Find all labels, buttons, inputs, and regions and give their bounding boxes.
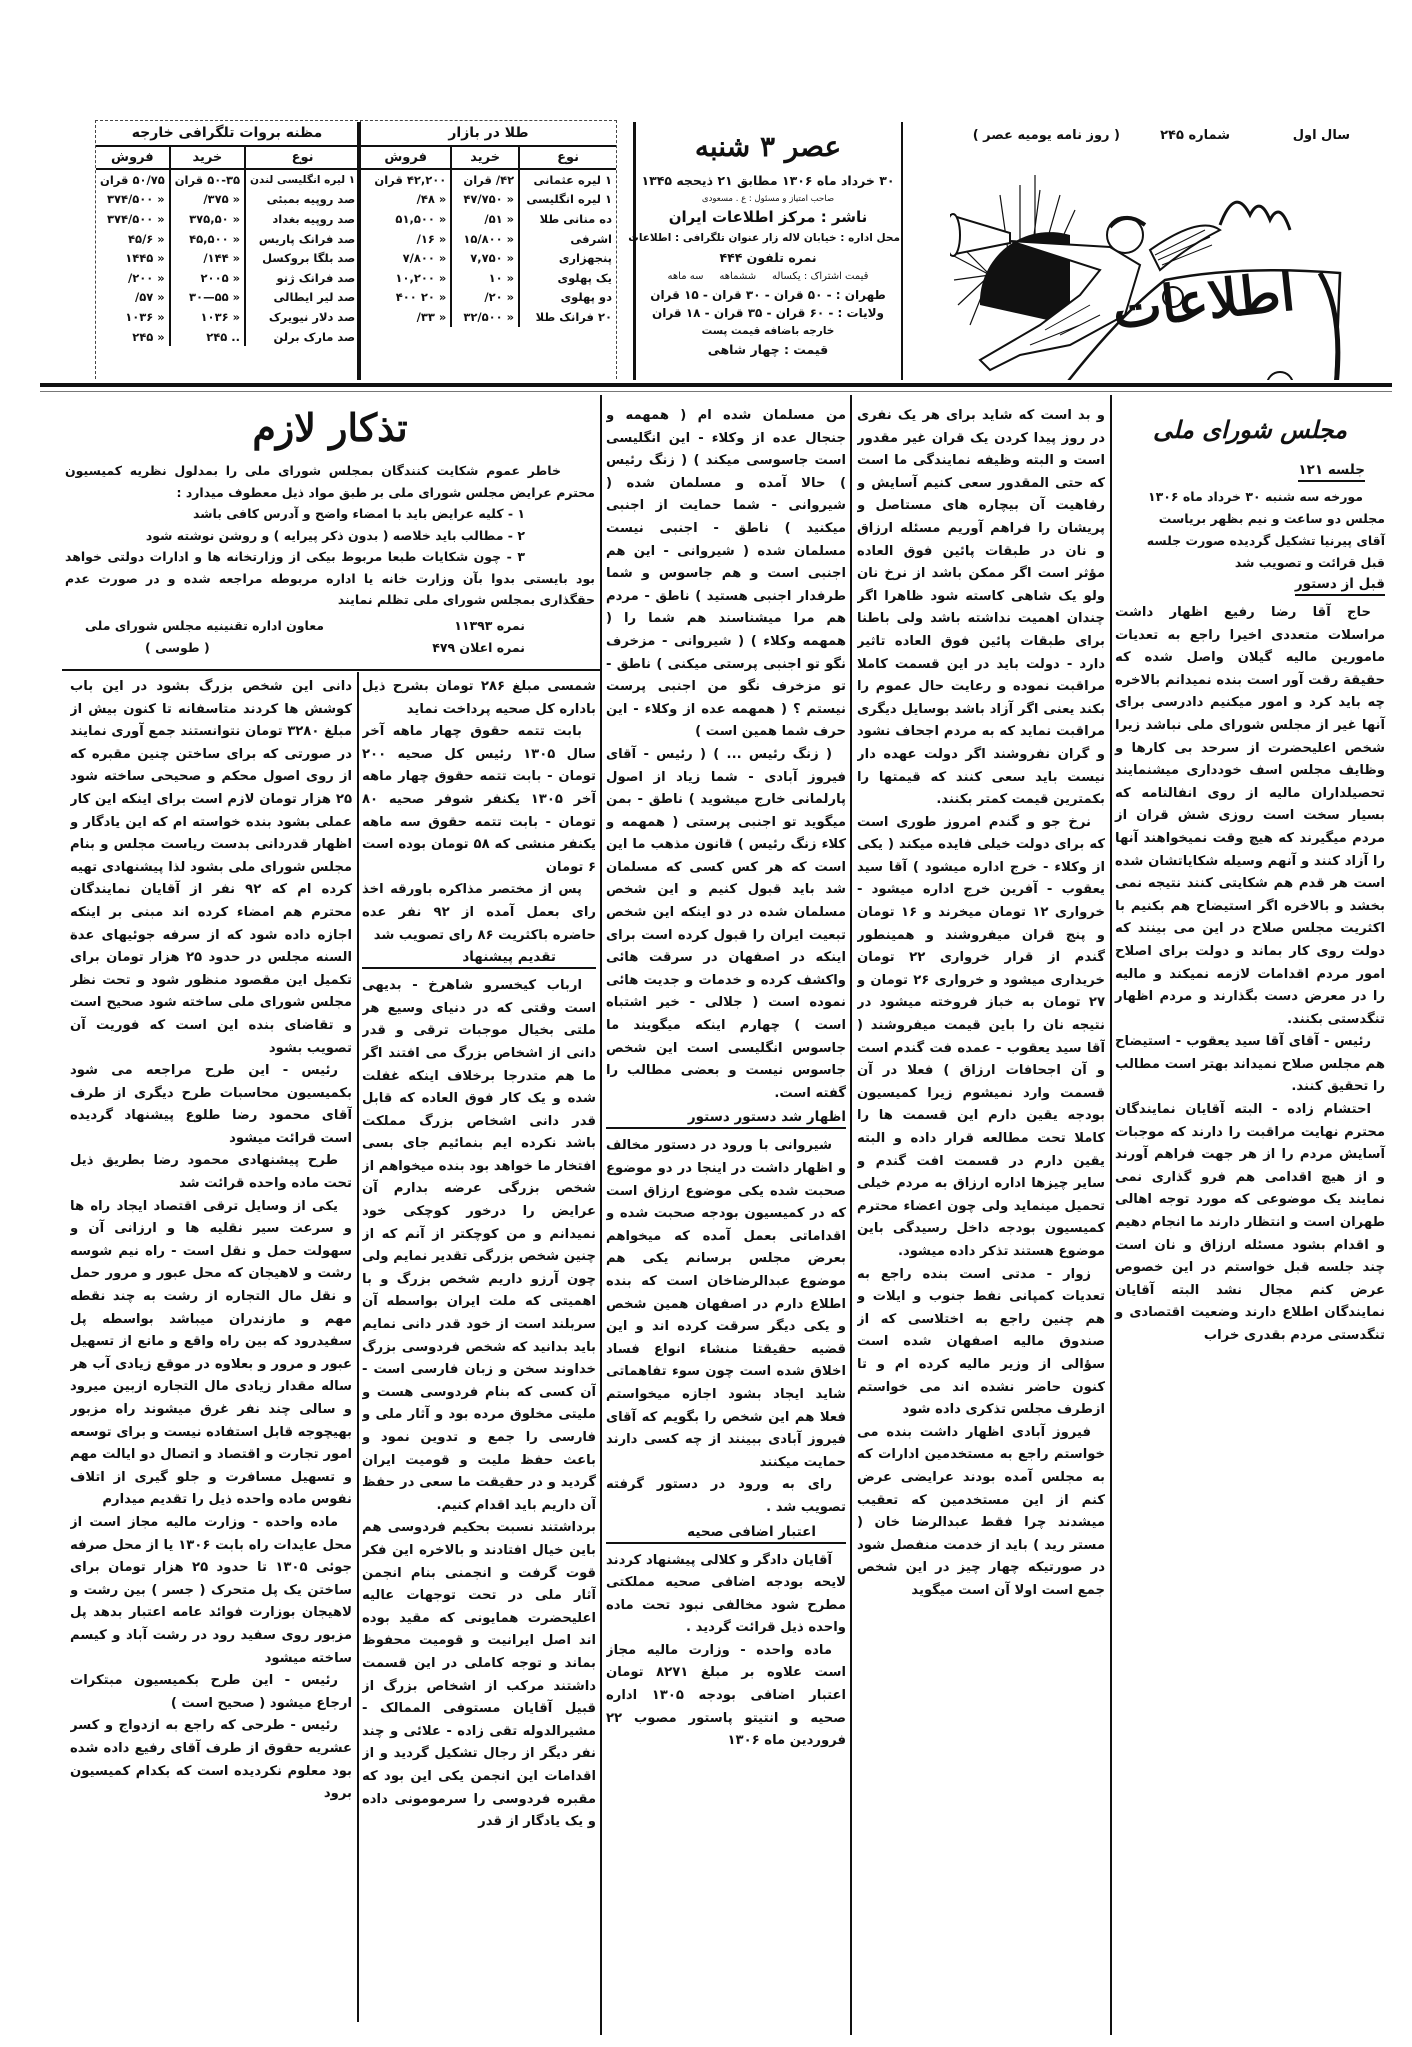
paragraph: نرخ جو و گندم امروز طوری است که برای دولت خیلی فایده میکند ( یکی از وکلاء - خرج اداره میشود ) آقا سید یعقوب - آفرین خرج اداره میشود - خرواری ۱۲ تومان میخرند و ۱۶ تومان و پنج قران میفروشند و همینطور گندم از قرار خرواری ۲۲ تومان خریداری میشود و خرواری ۲۶ تومان و ۲۷ تومان به خباز فروخته میشود در نتیجه نان را باین قیمت میفروشند ( آقا سید یعقوب - عمده فت گندم است و آن اجحافات ارزاق ) فعلا در آن قسمت وارد نمیشوم زیرا کمیسیون بودجه یقین دارم این قسمت ها را کاملا تحت مطالعه قرار داده و البته یقین دارم در قسمت افت گندم و سایر چیزها اداره ارزاق به مردم خیلی تحمیل مینماید ولی چون اعضاء محترم کمیسیون بودجه داخل رسیدگی باین موضوع هستند تذکر داده میشود. (857, 814, 1105, 1259)
column-header: نوع (245, 146, 359, 169)
masthead-logo (950, 155, 1350, 380)
notice-box (65, 400, 595, 665)
item-type: ۱ لیره عثمانی (533, 172, 612, 187)
masthead-bottom-rule (40, 383, 1392, 387)
currency-type: صد لیر ایطالی (273, 290, 356, 305)
item-type: ده منانی طلا (539, 211, 612, 226)
paragraph: رئیس - طرحی که راجع به ازدواج و کسر عشریه حقوق از طرف آقای رفیع داده شده بود معلوم نکردیده است که بکدام کمیسیون برود (70, 1718, 352, 1802)
sell-rate: « ۱۰۳۶ (96, 307, 170, 327)
buy-rate: « ۳۷۵,۵۰ (170, 209, 245, 229)
currency-type: صد فرانک پاریس (258, 231, 356, 246)
buy-rate: « ۳۷۵/ (170, 190, 245, 210)
column-divider (1110, 395, 1112, 2035)
currency-type: صد دلار نیویرک (268, 309, 356, 324)
buy-price: « ۷,۷۵۰ (451, 248, 519, 268)
masthead-divider-right (901, 122, 903, 380)
notice-footer (65, 615, 595, 659)
table-row (96, 307, 359, 327)
tehran-price-line: طهران : - ۵۰ قران - ۳۰ قران - ۱۵ قران (650, 288, 886, 302)
paragraph: شیروانی با ورود در دستور مخالف و اظهار داشت در اینجا در دو موضوع صحبت شده یکی موضوع ارزاق است که در کمیسیون بودجه صحبت شده و اقداماتی بعمل آمده که میخواهم بعرض مجلس برسانم یکی هم موضوع عبدالرضاخان است که بنده اطلاع دارم در اصفهان همین شخص و یکی دیگر سرقت کرده اند و این قضیه حقیقتا منشاء انواع فساد اخلاق شده است چون سوء تفاهماتی شاید ایجاد بشود اجازه میخواستم فعلا هم این شخص را بگویم که آقای فیروز آبادی ببینند از چه کسی دارند حمایت میکنند (606, 1138, 846, 1470)
buy-price: « ۲۰/ (451, 288, 519, 308)
column-divider (600, 395, 602, 2035)
table-row (96, 209, 359, 229)
paragraph: رئیس - این طرح مراجعه می شود بکمیسیون محاسبات طرح دیگری از طرف آقای محمود رضا طلوع پیشنهاد گردیده است قرائت میشود (70, 1063, 352, 1146)
gold-market-box (360, 120, 617, 379)
paragraph: ماده واحده - وزارت مالیه مجاز است از محل عایدات راه بابت ۱۳۰۶ یا از محل صرفه جوئی ۱۳۰۵ تا حدود ۲۵ هزار تومان برای ساختن یک پل متحرک ( جسر ) بین رشت و لاهیجان بوزارت فوائد عامه اعتبار بدهد پل مزبور روی سفید رود در رشت آباد و کیسم ساخته میشود (70, 1514, 352, 1666)
notice-bottom-rule (62, 669, 600, 671)
sell-rate: « ۲۴۵ (96, 327, 170, 347)
sell-price: ۴۲,۲۰۰ قران (361, 169, 451, 190)
sell-price: « ۲۰ ۴۰۰ (361, 288, 451, 308)
top-bar (960, 128, 1360, 148)
paragraph: بابت تتمه حقوق چهار ماهه آخر سال ۱۳۰۵ رئیس کل صحیه ۲۰۰ تومان - بابت تتمه حقوق چهار ماهه آخر ۱۳۰۵ یکنفر شوفر صحیه ۸۰ تومان - بابت تتمه حقوق سه ماهه یکنفر منشی که ۵۸ تومان بوده است ۶ تومان (362, 724, 596, 875)
notice-title: تذکار لازم (252, 405, 408, 450)
section-title-majlis: مجلس شورای ملی (1153, 415, 1347, 444)
table-row (361, 169, 616, 190)
item-type: اشرفی (570, 231, 612, 246)
paper-description: ( روز نامه یومیه عصر ) (972, 128, 1120, 143)
currency-type: ۱ لیره انگلیسی لندن (250, 173, 356, 186)
notice-item: ۲ - مطالب باید خلاصه ( بدون ذکر پیرایه ) و روشن نوشته شود (145, 527, 525, 543)
majlis-column-2 (857, 405, 1105, 2030)
table-row (96, 190, 359, 210)
subhead-health-budget: اعتبار اضافی صحیه (687, 1523, 816, 1540)
table-row (361, 268, 616, 288)
table-row (361, 229, 616, 249)
column-header: فروش (96, 146, 170, 169)
majlis-column-3 (606, 405, 846, 2030)
column-header: فروش (361, 146, 451, 169)
buy-price: « ۱۵/۸۰۰ (451, 229, 519, 249)
fx-rates-box (95, 120, 358, 379)
buy-price: « ۴۷/۷۵۰ (451, 190, 519, 210)
masthead-bottom-rule-thin (40, 391, 1392, 392)
item-type: دو پهلوی (560, 290, 612, 305)
table-row (361, 307, 616, 327)
session-number: جلسه ۱۲۱ (1298, 462, 1365, 482)
sell-price: « ۳۳/ (361, 307, 451, 327)
edition-label: عصر ۳ شنبه (694, 130, 842, 163)
paragraph: ( زنگ رئیس ... ) ( رئیس - آقای فیروز آبادی - شما زیاد از اصول پارلمانی خارج میشوید ) ناطق - بمن میگوید تو اجنبی پرستی ( همهمه و کلاء زنگ رئیس ) قانون مذهب ما این است که هر کس کسی که مسلمان شد باید قبول کنیم و این شخص مسلمان شده در دو اینکه این شخص تبعیت ایران را قبول کرده است برای اینکه در اصفهان در سرقت هائی واکشف کرده و خدمات و جدیت هائی نموده است ( جلالی - خیر اشتباه است ) چهارم اینکه میگویند ما جاسوس انگلیسی است این شخص جاسوس نیست و بعضی مطالب را گفته است. (606, 746, 846, 1101)
date-line: ۳۰ خرداد ماه ۱۳۰۶ مطابق ۲۱ ذیحجه ۱۳۴۵ (641, 173, 895, 188)
sell-rate: « ۳۷۴/۵۰۰ (96, 190, 170, 210)
buy-rate: .. ۲۴۵ (170, 327, 245, 347)
paragraph: شمسی مبلغ ۲۸۶ تومان بشرح ذیل باداره کل صحیه پرداخت نماید (362, 679, 596, 717)
subhead-agenda: اظهار شد دستور دستور (687, 1109, 846, 1126)
paragraph: و بد است که شاید برای هر یک نفری در روز پیدا کردن یک قران غیر مقدور است و البته وظیفه نمایندگی ما است که حتی المقدور سعی کنیم آسایش و رفاهیت آن بیچاره های مستاصل و پریشان را فراهم آوریم مسئله ارزاق و نان در طبقات پائین فوق العاده مؤثر است اگر ممکن باشد از نرخ نان ولو یک شاهی کاسته شود ظاهرا اگر چندان اهمیت نداشته باشد ولی باطنا برای طبقات پائین فوق العاده تاثیر دارد - دولت باید در این قسمت کاملا مراقبت نموده و رعایت حال عموم را بکند یعنی اگر آزاد باشد بوسایل دیگری مراقبت نماید که به مردم اجحاف نشود و گران نفروشند اگر دولت عهده دار نیست باید سعی کنند که قیمتها را بکمترین قیمت کمتر بکنند. (857, 408, 1105, 808)
notice-body (65, 460, 595, 611)
majlis-body (1115, 602, 1385, 1348)
meta-line: آقای پیرنیا تشکیل گردیده صورت جلسه (1146, 533, 1385, 548)
paragraph: من مسلمان شده ام ( همهمه و جنجال عده از وکلاء - این انگلیسی است جاسوسی میکند ) ( زنگ رئیس ) حالا آمده و مسلمان شده ( شیروانی - شما حمایت از اجنبی میکنید ) ناطق - اجنبی نیست مسلمان شده ( شیروانی - این هم اجنبی است و هم جاسوس و شما طرفدار اجنبی هستید ) ناطق - مردم هم مرا میشناسند هم شما را ( همهمه وکلاء ) ( شیروانی - مزخرف نگو تو اجنبی پرستی میکنی ) ناطق - تو مزخرف نگو من اجنبی پرست نیستم ؟ ( همهمه عده از وکلاء - این حرف شما همین است ) (606, 408, 846, 740)
table-row (96, 288, 359, 308)
paragraph: رای به ورود در دستور گرفته تصویب شد . (606, 1477, 846, 1515)
sell-rate: « ۴۵/۶ (96, 229, 170, 249)
paragraph: ارباب کیخسرو شاهرخ - بدیهی است وقتی که در دنیای وسیع هر ملتی بخیال موجبات ترقی و قدر دانی از اشخاص بزرگ می افتند اگر ما هم متدرجا برخلاف اینکه غفلت شده و یک کار فوق العاده که قابل قدر دانی اشخاص بزرگ مملکت باشد نکرده ایم بنمائیم جای بسی افتخار ما خواهد بود بنده میخواهم از شخص بزرگی عرضه بدارم آن عرایض را درخور کوچکی خود نمیدانم و من کوچکتر از آنم که از چنین شخص بزرگی تقدیر نمایم ولی چون آرزو داریم شخص بزرگ و با اهمیتی که ملت ایران بواسطه آن سربلند است از خود قدر دانی نمایم باید بدانید که شخص فردوسی بزرگ خداوند سخن و زبان فارسی است - آن کسی که بنام فردوسی هست و ملیتی مخلوق مرده بود و آثار ملی و فارسی را جمع و تدوین نمود و باعث حفظ ملیت و قومیت ایران گردید و در حقیقت ما سعی در حفظ آن داریم باید اقدام کنیم. (362, 978, 596, 1513)
currency-type: صد فرانک ژنو (276, 270, 356, 285)
sell-rate: « ۲۰۰/ (96, 268, 170, 288)
issue-label: شماره ۲۴۵ (1160, 128, 1230, 143)
table-row (361, 248, 616, 268)
table-row (361, 190, 616, 210)
sell-price: « ۷/۸۰۰ (361, 248, 451, 268)
subhead-before-agenda: قبل از دستور (1295, 576, 1385, 596)
buy-price: ۴۲/ قران (451, 169, 519, 190)
table-row (361, 209, 616, 229)
notice-number: نمره ۱۱۳۹۳ (454, 617, 525, 633)
subhead-proposal: تقدیم پیشنهاد (462, 949, 556, 966)
sell-rate: « ۵۷/ (96, 288, 170, 308)
sell-rate: « ۱۴۴۵ (96, 248, 170, 268)
meta-line: مجلس دو ساعت و نیم بظهر بریاست (1158, 511, 1385, 526)
table-row (96, 229, 359, 249)
currency-type: صد روپیه بغداد (272, 211, 356, 226)
buy-rate: « ۵۵—۳۰ (170, 288, 245, 308)
column-header: خرید (170, 146, 245, 169)
office-line: محل اداره : خیابان لاله زار عنوان تلگرافی : اطلاعات (628, 232, 900, 244)
signatory-name: ( طوسی ) (145, 639, 210, 655)
buy-rate: ۵۰-۳۵ قران (170, 169, 245, 190)
currency-type: صد روپیه بمبئی (266, 192, 356, 207)
buy-price: « ۵۱/ (451, 209, 519, 229)
table-header-row (96, 146, 359, 169)
newspaper-title: اطلاعات (1109, 261, 1298, 342)
column-divider (850, 395, 852, 2035)
year-label: سال اول (1292, 128, 1350, 143)
provinces-price-line: ولایات : - ۶۰ قران - ۳۵ قران - ۱۸ قران (651, 306, 884, 320)
paragraph: فیروز آبادی اظهار داشت بنده می خواستم راجع به مستخدمین ادارات که به مجلس آمده بودند عرایضی عرض کنم از این مستخدمین که تعقیب میشدند چرا فقط عبدالرضا خان ( مستر رید ) باید از خدمت منفصل شود در صورتیکه چهار چیز در این شخص جمع است اولا آن است میگوید (857, 1424, 1105, 1598)
item-type: پنجهزاری (558, 251, 612, 266)
paragraph: رئیس - این طرح بکمیسیون مبتکرات ارجاع میشود ( صحیح است ) (70, 1673, 352, 1711)
session-meta (1115, 486, 1385, 574)
announcement-number: نمره اعلان ۴۷۹ (432, 639, 525, 655)
buy-price: « ۱۰ (451, 268, 519, 288)
notice-item: ۱ - کلیه عرایض باید با امضاء واضح و آدرس کافی باشد (193, 506, 525, 521)
paragraph: پس از مختصر مذاکره باورقه اخذ رای بعمل آمده از ۹۲ نفر عده حاضره باکثریت ۸۶ رای تصویب شد (362, 882, 596, 943)
masthead-info-box (628, 128, 900, 360)
sell-rate: « ۳۷۴/۵۰۰ (96, 209, 170, 229)
column-header: خرید (451, 146, 519, 169)
notice-intro: خاطر عموم شکایت کنندگان بمجلس شورای ملی را بمدلول نظریه کمیسیون محترم عرایض مجلس شورای ملی بر طبق مواد ذیل معطوف میدارد : (65, 463, 595, 500)
publisher-line: ناشر : مرکز اطلاعات ایران (668, 208, 868, 226)
paragraph: حاج آقا رضا رفیع اظهار داشت مراسلات متعددی اخیرا راجع به تعدیات مامورین مالیه گیلان واصل شده که حقیقة رقت آور است بنده نمیدانم بالاخره چه باید کرد و امور میکنیم دادرسی برای آنها غیر از مجلس شورای ملی نباشد زیرا شخص اعلیحضرت از سرحد بی کارها و وظایف مجلس اسف خودداری میشنمایند تحصیلداران مالیه از روی انفالنامه که بسیار سخت است روزی شش قران از مردم میگیرند که هیچ وقت نمیخواهند آنها را آزاد کنند و آنهم وسیله شکایاتشان شده است هر قدم هم شکایتی کنند نتیجه نمی بخشد و بالاخره اگر استیضاح هم بکنیم با اکثریت مجلس صلاح در این می بینند که دولت روی کار بماند و دولت برای اصلاح امور مردم اقدامات لازمه نمیکند و مالیه را در معرض دست بگذارند و مردم اظهار تنگدستی بکنند. (1115, 605, 1385, 1027)
paragraph: یکی از وسایل ترقی اقتصاد ایجاد راه ها و سرعت سیر نقلیه ها و ارزانی آن و سهولت حمل و نقل است - راه نیم شوسه رشت و لاهیجان که محل عبور و مرور حمل و نقل مال التجاره از رشت به چند نقطه مهم و مازندران میباشد بواسطه پل سفیدرود که بین راه واقع و مانع از تسهیل عبور و مرور و بعلاوه در موقع زیادی آب هر ساله مقدار زیادی مال التجاره ازبین میرود و سالی چند نفر غرق میشوند راه مزبور بهیچوجه قابل استفاده نیست و برای توسعه امور تجارت و اقتصاد و اتصال دو ایالت مهم و تسهیل مسافرت و جلو گیری از اتلاف نفوس ماده واحده ذیل را تقدیم میدارم (70, 1198, 352, 1508)
item-type: یک پهلوی (557, 270, 612, 285)
ferdowsi-and-bridge-column (70, 676, 352, 1976)
currency-type: صد مارک برلن (273, 329, 356, 344)
gold-market-title: طلا در بازار (448, 125, 529, 141)
phone-line: نمره تلفون ۴۴۴ (719, 250, 817, 265)
table-row (96, 327, 359, 347)
fx-rates-table (96, 145, 359, 346)
paragraph: رئیس - آقای آقا سید یعقوب - استیضاح هم مجلس صلاح نمیداند بهتر است مطالب را تحقیق کنند. (1115, 1034, 1385, 1095)
subscription-header: قیمت اشتراک : یکساله ششماهه سه ماهه (667, 271, 869, 282)
meta-line: مورخه سه شنبه ۳۰ خرداد ماه ۱۳۰۶ (1148, 489, 1363, 504)
item-type: ۱ لیره انگلیسی (526, 192, 612, 207)
budget-and-proposal-column (362, 676, 596, 2031)
item-type: ۲۰ فرانک طلا (535, 309, 612, 324)
sell-price: « ۱۶/ (361, 229, 451, 249)
currency-type: صد بلگا بروکسل (262, 251, 356, 266)
majlis-column (1115, 400, 1385, 1348)
buy-price: « ۳۲/۵۰۰ (451, 307, 519, 327)
signatory-title: معاون اداره تقنینیه مجلس شورای ملی (85, 617, 325, 633)
gold-market-table (361, 145, 616, 327)
sell-price: « ۱۰,۲۰۰ (361, 268, 451, 288)
meta-line: قبل قرائت و تصویب شد (1234, 555, 1385, 570)
paragraph: آقایان دادگر و کلالی پیشنهاد کردند لایحه بودجه اضافی صحیه مملکتی مطرح شود مخالفی نبود تحت ماده واحده ذیل قرائت گردید . (606, 1552, 846, 1636)
table-row (96, 248, 359, 268)
abroad-line: خارجه باضافه قیمت پست (701, 325, 835, 337)
fx-rates-title: مظنه بروات تلگرافی خارجه (131, 125, 323, 141)
paragraph: طرح پیشنهادی محمود رضا بطریق ذیل تحت ماده واحده قرائت شد (70, 1153, 352, 1192)
sell-price: « ۵۱,۵۰۰ (361, 209, 451, 229)
buy-rate: « ۱۰۳۶ (170, 307, 245, 327)
paragraph: برداشتند نسبت بحکیم فردوسی هم باین خیال افتادند و بالاخره این فکر قوت گرفت و انجمنی بنام انجمن آثار ملی در تحت توجهات عالیه اعلیحضرت همایونی که مقید بوده اند اصل ایرانیت و قومیت محفوظ بماند و توجه کاملی در این قسمت داشتند مرکب از اشخاص بزرگ از قبیل آقایان مستوفی الممالک - مشیرالدوله تقی زاده - علائی و چند نفر دیگر از رجال تشکیل گردید و از اقدامات این انجمن یکی این بود که مقبره فردوسی را سرمومونی داده و یک یادگار از قدر (362, 1520, 596, 1830)
column-divider (357, 672, 359, 2022)
column-header: نوع (519, 146, 616, 169)
table-row (96, 169, 359, 190)
sell-rate: ۵۰/۷۵ قران (96, 169, 170, 190)
paragraph: ماده واحده - وزارت مالیه مجاز است علاوه بر مبلغ ۸۲۷۱ تومان اعتبار اضافی بودجه ۱۳۰۵ اداره صحیه و انتیتو پاستور مصوب ۲۲ فروردین ماه ۱۳۰۶ (606, 1642, 846, 1749)
price-line: قیمت : چهار شاهی (707, 342, 829, 357)
table-row (96, 268, 359, 288)
buy-rate: « ۴۵,۵۰۰ (170, 229, 245, 249)
paragraph: احتشام زاده - البته آقایان نمایندگان محترم نهایت مراقبت را دارند که موجبات آسایش مردم را از هر جهت فراهم آورند و از هیچ اقدامی هم فرو گذاری نمی نمایند یک موضوعی که مورد توجه اهالی طهران است و انتظار دارند ما انجام دهیم و اقدام بشود مسئله ارزاق و نان است چند جلسه قبل خواستم در این خصوص عرض کنم مجال نشد البته آقایان نمایندگان اطلاع دارند وضعیت اقتصادی و تنگدستی مردم بقدری خراب (1115, 1102, 1385, 1343)
notice-item: ۳ - چون شکایات طبعا مربوط بیکی از وزارتخانه ها و ادارات دولتی خواهد بود بایستی بدوا بآن وزارت خانه یا اداره مربوطه مراجعه شده و در صورت عدم حقگذاری بمجلس شورای ملی تظلم نمایند (65, 549, 595, 607)
table-row (361, 288, 616, 308)
sell-price: « ۴۸/ (361, 190, 451, 210)
buy-rate: « ۱۴۴/ (170, 248, 245, 268)
buy-rate: « ۲۰۰۵ (170, 268, 245, 288)
paragraph: دانی این شخص بزرگ بشود در این باب کوشش ها کردند متاسفانه تا کنون بیش از مبلغ ۳۲۸۰ تومان نتوانستند جمع آوری نمایند در صورتی که برای ساختن چنین مقبره که از روی اصول محکم و صحیحی ساخته شود ۲۵ هزار تومان لازم است برای اینکه این کار عملی بشود بنده خواسته ام که این یادگار و اظهار قدردانی بدست ریاست مجلس و بنام مجلس شورای ملی بشود لذا پیشنهادی تهیه کرده ام که ۹۲ نفر از آقایان نمایندگان محترم هم امضاء کرده اند مبنی بر اینکه اجازه داده شود که از سرفه جوئیهای عدة السنه مجلس در حدود ۲۵ هزار تومان برای تکمیل این مقصود منظور شود و تحت نظر مجلس شورای ملی ساخته شود صحیح است و تقاضای بنده این است که فوریت آن تصویب بشود (70, 679, 352, 1056)
table-header-row (361, 146, 616, 169)
owner-line: صاحب امتیاز و مسئول : ع . مسعودی (701, 194, 835, 204)
paragraph: زوار - مدتی است بنده راجع به تعدیات کمپانی نفط جنوب و ایلات و هم چنین راجع به اختلاسی که از صندوق مالیه اصفهان شده است سؤالی از وزیر مالیه کرده ام و تا کنون حاضر نشده اند می خواستم ازطرف مجلس تذکری داده شود (857, 1266, 1105, 1418)
